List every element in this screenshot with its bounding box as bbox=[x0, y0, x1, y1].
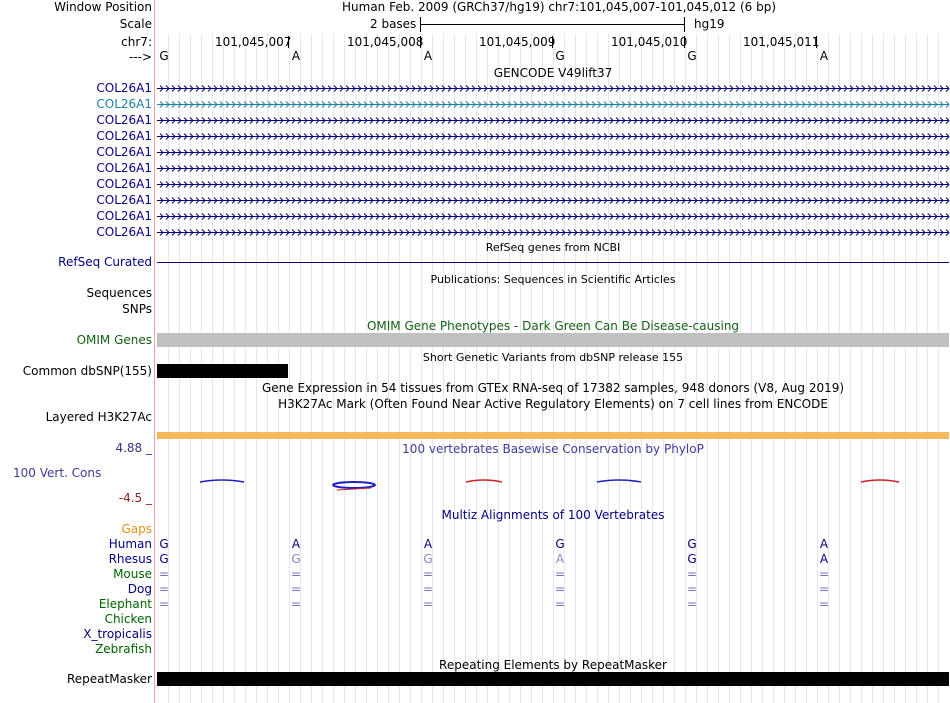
base-letter: G bbox=[555, 49, 565, 63]
multiz-species-label[interactable]: Elephant bbox=[98, 597, 152, 611]
multiz-base: G bbox=[423, 552, 433, 566]
dbsnp-title: Short Genetic Variants from dbSNP release 155 bbox=[422, 351, 684, 364]
multiz-base: = bbox=[554, 567, 566, 581]
multiz-species-label[interactable]: Zebrafish bbox=[95, 642, 152, 656]
multiz-base: = bbox=[422, 582, 434, 596]
gaps-label[interactable]: Gaps bbox=[121, 522, 152, 536]
multiz-title: Multiz Alignments of 100 Vertebrates bbox=[441, 508, 665, 522]
multiz-base: = bbox=[818, 567, 830, 581]
multiz-base: = bbox=[158, 567, 170, 581]
phylop-label[interactable]: 100 Vert. Cons bbox=[13, 466, 102, 480]
multiz-base: = bbox=[686, 567, 698, 581]
multiz-species-label[interactable]: Chicken bbox=[104, 612, 152, 626]
chrom-label: chr7: bbox=[121, 35, 152, 49]
omim-title: OMIM Gene Phenotypes - Dark Green Can Be Disease-causing bbox=[366, 319, 740, 333]
gencode-transcript-label[interactable]: COL26A1 bbox=[96, 113, 152, 127]
multiz-base: = bbox=[818, 582, 830, 596]
position-tick-label: 101,045,011 bbox=[743, 35, 820, 49]
gtex-title: Gene Expression in 54 tissues from GTEx RNA-seq of 17382 samples, 948 donors (V8, Aug 2019) bbox=[261, 381, 845, 395]
multiz-base: = bbox=[290, 567, 302, 581]
multiz-species-label[interactable]: Dog bbox=[127, 582, 152, 596]
multiz-base: A bbox=[819, 552, 829, 566]
dbsnp-bar bbox=[157, 364, 288, 378]
repeatmasker-title: Repeating Elements by RepeatMasker bbox=[439, 658, 667, 672]
gencode-transcript-label[interactable]: COL26A1 bbox=[96, 129, 152, 143]
refseq-title: RefSeq genes from NCBI bbox=[485, 241, 621, 254]
multiz-species-label[interactable]: Rhesus bbox=[108, 552, 152, 566]
window-position-label: Window Position bbox=[54, 0, 152, 14]
phylop-mark bbox=[200, 480, 244, 482]
omim-bar bbox=[157, 333, 949, 347]
repeatmasker-label[interactable]: RepeatMasker bbox=[66, 672, 152, 686]
scale-assembly: hg19 bbox=[694, 17, 725, 31]
multiz-base: G bbox=[159, 537, 169, 551]
phylop-mark bbox=[466, 480, 502, 482]
multiz-base: G bbox=[687, 552, 697, 566]
position-tick-label: 101,045,010 bbox=[611, 35, 688, 49]
multiz-base: = bbox=[158, 597, 170, 611]
multiz-base: = bbox=[290, 582, 302, 596]
gencode-transcript-label[interactable]: COL26A1 bbox=[96, 161, 152, 175]
multiz-base: A bbox=[291, 537, 301, 551]
scale-label: Scale bbox=[119, 17, 152, 31]
refseq-label[interactable]: RefSeq Curated bbox=[58, 255, 152, 269]
multiz-base: = bbox=[686, 597, 698, 611]
omim-label[interactable]: OMIM Genes bbox=[76, 333, 152, 347]
dbsnp-label[interactable]: Common dbSNP(155) bbox=[22, 364, 152, 378]
multiz-species-label[interactable]: Human bbox=[108, 537, 152, 551]
h3k27ac-band bbox=[157, 432, 949, 439]
gencode-transcript-label[interactable]: COL26A1 bbox=[96, 209, 152, 223]
h3k27ac-label[interactable]: Layered H3K27Ac bbox=[45, 410, 152, 424]
phylop-mark bbox=[861, 480, 899, 482]
multiz-base: = bbox=[686, 582, 698, 596]
base-letter: G bbox=[687, 49, 697, 63]
position-tick-label: 101,045,007 bbox=[215, 35, 292, 49]
phylop-title: 100 vertebrates Basewise Conservation by PhyloP bbox=[402, 442, 704, 456]
base-letter: A bbox=[291, 49, 301, 63]
multiz-species-label[interactable]: Mouse bbox=[113, 567, 152, 581]
publications-snps-label[interactable]: SNPs bbox=[122, 302, 152, 316]
base-letter: A bbox=[423, 49, 433, 63]
multiz-base: = bbox=[554, 597, 566, 611]
scale-text: 2 bases bbox=[370, 17, 417, 31]
publications-sequences-label[interactable]: Sequences bbox=[86, 286, 152, 300]
gencode-transcript-label[interactable]: COL26A1 bbox=[96, 177, 152, 191]
multiz-base: A bbox=[555, 552, 565, 566]
multiz-base: = bbox=[818, 597, 830, 611]
multiz-base: = bbox=[290, 597, 302, 611]
gencode-transcript-label[interactable]: COL26A1 bbox=[96, 145, 152, 159]
multiz-base: G bbox=[687, 537, 697, 551]
multiz-base: = bbox=[554, 582, 566, 596]
phylop-mark bbox=[333, 482, 375, 488]
multiz-base: G bbox=[159, 552, 169, 566]
base-letter: A bbox=[819, 49, 829, 63]
multiz-base: = bbox=[422, 567, 434, 581]
phylop-min-label: -4.5 _ bbox=[118, 491, 152, 505]
multiz-base: A bbox=[423, 537, 433, 551]
multiz-base: = bbox=[422, 597, 434, 611]
phylop-mark bbox=[597, 480, 641, 482]
multiz-base: A bbox=[819, 537, 829, 551]
repeatmasker-bar bbox=[157, 672, 949, 686]
multiz-base: G bbox=[291, 552, 301, 566]
publications-title: Publications: Sequences in Scientific Articles bbox=[430, 273, 676, 286]
window-position-text: Human Feb. 2009 (GRCh37/hg19) chr7:101,045,007-101,045,012 (6 bp) bbox=[342, 0, 777, 14]
position-tick-label: 101,045,008 bbox=[347, 35, 424, 49]
strand-label: ---> bbox=[128, 50, 152, 64]
gencode-transcript-label[interactable]: COL26A1 bbox=[96, 225, 152, 239]
gencode-title: GENCODE V49lift37 bbox=[493, 66, 613, 80]
multiz-species-label[interactable]: X_tropicalis bbox=[83, 627, 152, 641]
h3k27ac-title: H3K27Ac Mark (Often Found Near Active Regulatory Elements) on 7 cell lines from ENCODE bbox=[278, 397, 828, 411]
multiz-base: = bbox=[158, 582, 170, 596]
phylop-max-label: 4.88 _ bbox=[115, 441, 152, 455]
gencode-transcript-label[interactable]: COL26A1 bbox=[96, 81, 152, 95]
base-letter: G bbox=[159, 49, 169, 63]
position-tick-label: 101,045,009 bbox=[479, 35, 556, 49]
gencode-transcript-label[interactable]: COL26A1 bbox=[96, 97, 152, 111]
gencode-transcript-label[interactable]: COL26A1 bbox=[96, 193, 152, 207]
multiz-base: G bbox=[555, 537, 565, 551]
